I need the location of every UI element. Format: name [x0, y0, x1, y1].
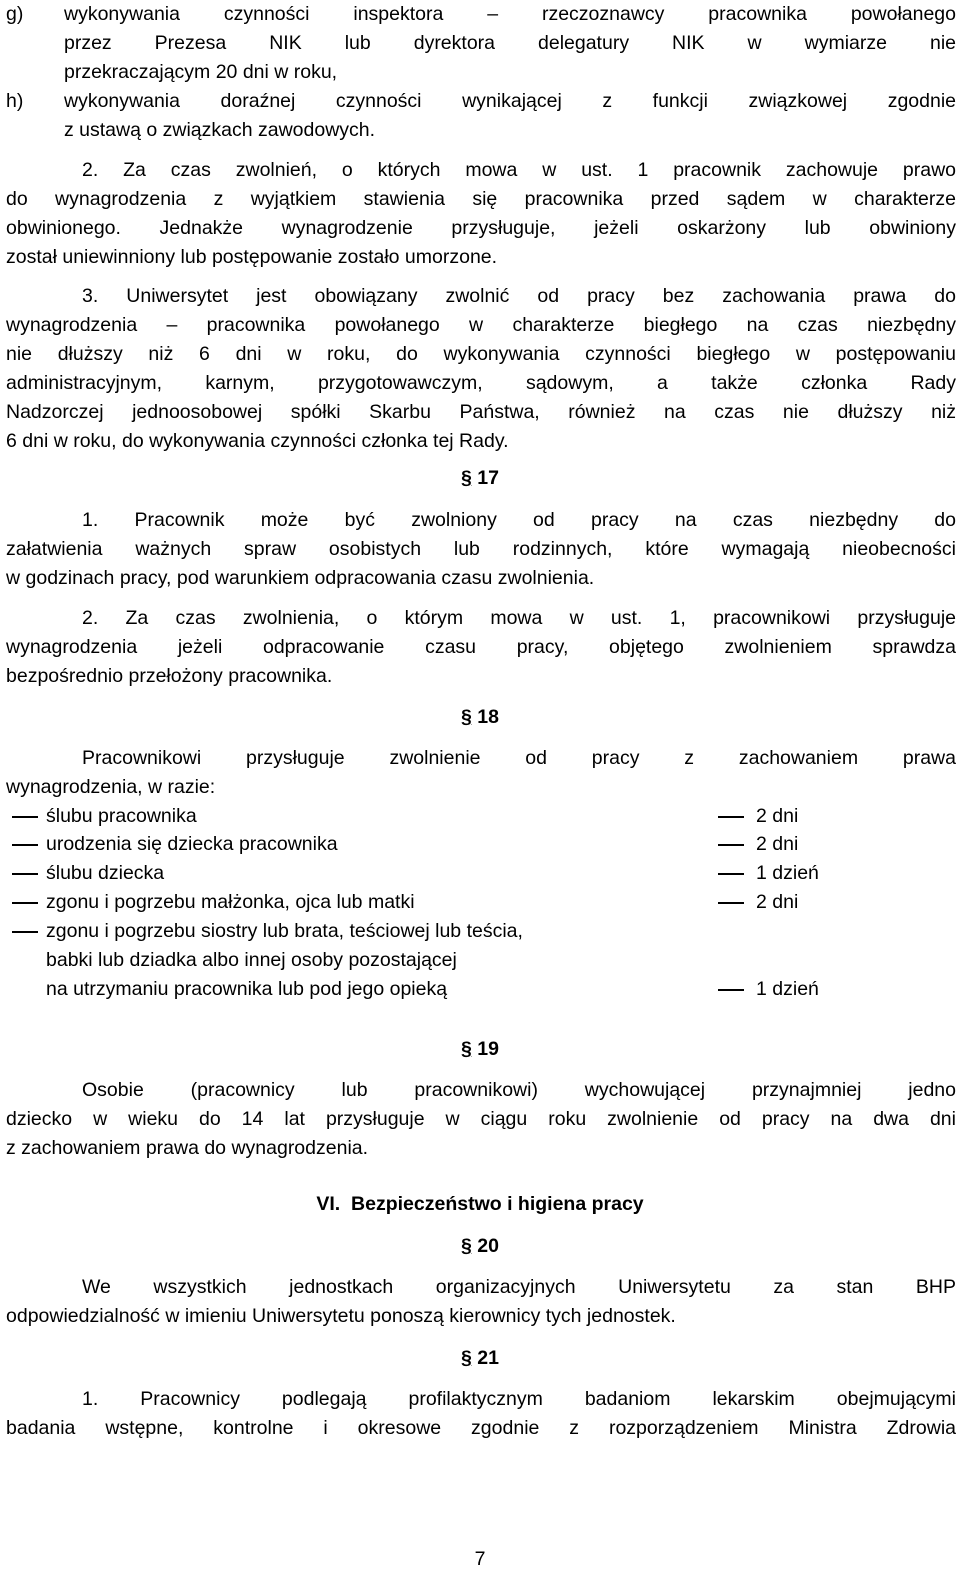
- dash-separator: [718, 989, 744, 991]
- text-line: administracyjnym, karnym, przygotowawczym, sądowym, a także członka Rady: [6, 372, 956, 394]
- text-line: Osobie (pracownicy lub pracownikowi) wychowującej przynajmniej jedno: [82, 1079, 956, 1101]
- list-item: [6, 830, 956, 859]
- text-line: 2. Za czas zwolnień, o których mowa w ust. 1 pracownik zachowuje prawo: [82, 159, 956, 181]
- leave-duration: 1 dzień: [756, 978, 819, 1000]
- list-item-continuation: [6, 946, 956, 975]
- leave-reason: zgonu i pogrzebu małżonka, ojca lub matki: [46, 891, 415, 913]
- list-item-continuation: [6, 975, 956, 1004]
- chapter-roman: VI.: [316, 1193, 341, 1215]
- text-line: nie dłuższy niż 6 dni w roku, do wykonywania czynności biegłego w postępowaniu: [6, 343, 956, 365]
- section-heading-20: [0, 1232, 960, 1261]
- section-symbol: §: [461, 1347, 472, 1369]
- dash-bullet: [12, 873, 38, 875]
- leave-reason: ślubu pracownika: [46, 805, 197, 827]
- text-line: odpowiedzialność w imieniu Uniwersytetu ponoszą kierownicy tych jednostek.: [6, 1305, 676, 1327]
- dash-bullet: [12, 844, 38, 846]
- text-line: Nadzorczej jednoosobowej spółki Skarbu Państwa, również na czas nie dłuższy niż: [6, 401, 956, 423]
- item-text: [64, 87, 956, 145]
- dash-bullet: [12, 902, 38, 904]
- text-line: wynagrodzenia, w razie:: [6, 776, 216, 798]
- section-symbol: §: [461, 706, 472, 728]
- dash-separator: [718, 873, 744, 875]
- leave-reason: ślubu dziecka: [46, 862, 165, 884]
- paragraph-20: [6, 1273, 956, 1331]
- section-heading-21: [0, 1344, 960, 1373]
- dash-separator: [718, 902, 744, 904]
- section-heading-19: [0, 1035, 960, 1064]
- page-number: 7: [474, 1548, 486, 1570]
- paragraph-16-2: [6, 156, 956, 272]
- list-item: [6, 802, 956, 831]
- text-line: z zachowaniem prawa do wynagrodzenia.: [6, 1137, 369, 1159]
- list-item: [6, 859, 956, 888]
- paragraph-21-1: [6, 1385, 956, 1443]
- leave-duration: 2 dni: [756, 833, 799, 855]
- item-marker: g): [6, 3, 24, 25]
- dash-separator: [718, 844, 744, 846]
- section-number: 18: [477, 706, 499, 728]
- text-line: 3. Uniwersytet jest obowiązany zwolnić od pracy bez zachowania prawa do: [82, 285, 956, 307]
- text-line: wynagrodzenia jeżeli odpracowanie czasu pracy, objętego zwolnieniem sprawdza: [6, 636, 956, 658]
- text-line: z ustawą o związkach zawodowych.: [64, 119, 376, 141]
- paragraph-17-2: [6, 604, 956, 691]
- leave-duration: 2 dni: [756, 891, 799, 913]
- section-symbol: §: [461, 467, 472, 489]
- leave-reason: na utrzymaniu pracownika lub pod jego opieką: [46, 978, 448, 1000]
- text-line: Pracownikowi przysługuje zwolnienie od pracy z zachowaniem prawa: [82, 747, 956, 769]
- section-number: 20: [477, 1235, 499, 1257]
- text-line: dziecko w wieku do 14 lat przysługuje w ciągu roku zwolnienie od pracy na dwa dni: [6, 1108, 956, 1130]
- text-line: załatwienia ważnych spraw osobistych lub rodzinnych, które wymagają nieobecności: [6, 538, 956, 560]
- leave-reason: babki lub dziadka albo innej osoby pozostającej: [46, 949, 457, 971]
- text-line: wykonywania doraźnej czynności wynikającej z funkcji związkowej zgodnie: [64, 90, 956, 112]
- item-marker: h): [6, 90, 24, 112]
- chapter-heading: [0, 1190, 960, 1219]
- paragraph-18-intro: [6, 744, 956, 802]
- text-line: bezpośrednio przełożony pracownika.: [6, 665, 333, 687]
- leave-reason: zgonu i pogrzebu siostry lub brata, teściowej lub teścia,: [46, 920, 523, 942]
- text-line: We wszystkich jednostkach organizacyjnych Uniwersytetu za stan BHP: [82, 1276, 956, 1298]
- section-symbol: §: [461, 1038, 472, 1060]
- text-line: 2. Za czas zwolnienia, o którym mowa w ust. 1, pracownikowi przysługuje: [82, 607, 956, 629]
- text-line: badania wstępne, kontrolne i okresowe zgodnie z rozporządzeniem Ministra Zdrowia: [6, 1417, 956, 1439]
- paragraph-16-3: [6, 282, 956, 456]
- text-line: wynagrodzenia – pracownika powołanego w charakterze biegłego na czas niezbędny: [6, 314, 956, 336]
- section-heading-18: [0, 703, 960, 732]
- paragraph-17-1: [6, 506, 956, 593]
- text-line: 1. Pracownicy podlegają profilaktycznym badaniom lekarskim obejmującymi: [82, 1388, 956, 1410]
- chapter-title: Bezpieczeństwo i higiena pracy: [351, 1193, 644, 1215]
- text-line: do wynagrodzenia z wyjątkiem stawienia się pracownika przed sądem w charakterze: [6, 188, 956, 210]
- leave-duration: 2 dni: [756, 805, 799, 827]
- text-line: w godzinach pracy, pod warunkiem odpracowania czasu zwolnienia.: [6, 567, 595, 589]
- dash-separator: [718, 816, 744, 818]
- dash-bullet: [12, 816, 38, 818]
- text-line: 6 dni w roku, do wykonywania czynności członka tej Rady.: [6, 430, 509, 452]
- section-symbol: §: [461, 1235, 472, 1257]
- item-text: [64, 0, 956, 87]
- section-heading-17: [0, 464, 960, 493]
- text-line: wykonywania czynności inspektora – rzeczoznawcy pracownika powołanego: [64, 3, 956, 25]
- text-line: przez Prezesa NIK lub dyrektora delegatury NIK w wymiarze nie: [64, 32, 956, 54]
- dash-bullet: [12, 931, 38, 933]
- section-number: 21: [477, 1347, 499, 1369]
- text-line: przekraczającym 20 dni w roku,: [64, 61, 338, 83]
- leave-reason: urodzenia się dziecka pracownika: [46, 833, 338, 855]
- text-line: obwinionego. Jednakże wynagrodzenie przysługuje, jeżeli oskarżony lub obwiniony: [6, 217, 956, 239]
- list-item: [6, 888, 956, 917]
- paragraph-19: [6, 1076, 956, 1163]
- section-number: 17: [477, 467, 499, 489]
- text-line: 1. Pracownik może być zwolniony od pracy na czas niezbędny do: [82, 509, 956, 531]
- list-item: [6, 917, 956, 946]
- leave-duration: 1 dzień: [756, 862, 819, 884]
- section-number: 19: [477, 1038, 499, 1060]
- text-line: został uniewinniony lub postępowanie zostało umorzone.: [6, 246, 498, 268]
